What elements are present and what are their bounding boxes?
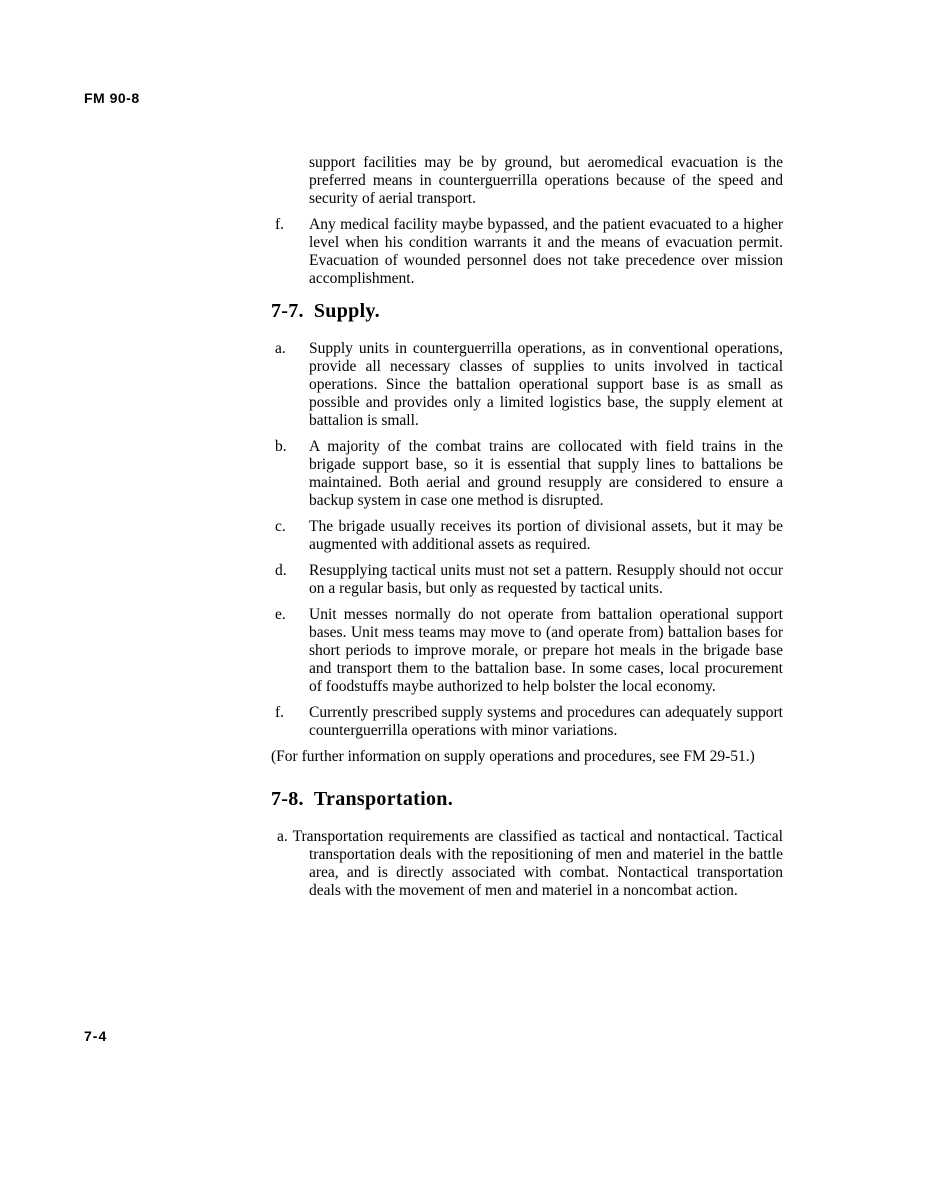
supply-item-c bbox=[271, 518, 783, 554]
reference-note: (For further information on supply operations and procedures, see FM 29-51.) bbox=[271, 748, 755, 765]
supply-item-f bbox=[271, 704, 783, 740]
item-label: b. bbox=[275, 438, 287, 455]
item-label: e. bbox=[275, 606, 286, 623]
item-text: Supply units in counterguerrilla operations, as in conventional operations, provide all necessary classes of supplies to units involved in tactical operations. Since the battalion operational support base is as small as possible and provides only a limited logistics base, the supply element at battalion is small. bbox=[309, 340, 783, 429]
document-header: FM 90-8 bbox=[84, 90, 140, 106]
item-text: The brigade usually receives its portion of divisional assets, but it may be augmented with additional assets as required. bbox=[309, 518, 783, 553]
item-text: A majority of the combat trains are collocated with field trains in the brigade support base, so it is essential that supply lines to battalions be maintained. Both aerial and ground resupply are considered to ensure a backup system in case one method is disrupted. bbox=[309, 438, 783, 509]
section-title: Transportation. bbox=[313, 788, 454, 810]
item-text: Unit messes normally do not operate from battalion operational support bases. Unit mess teams may move to (and operate from) battalion bases for short periods to improve morale, or prepare hot meals in the brigade base and transport them to the battalion base. In some cases, local procurement of foodstuffs maybe authorized to help bolster the local economy. bbox=[309, 606, 783, 695]
section-title: Supply. bbox=[313, 300, 380, 322]
item-label: d. bbox=[275, 562, 287, 579]
item-label: f. bbox=[275, 704, 285, 721]
supply-item-d bbox=[271, 562, 783, 598]
item-label: a. bbox=[275, 340, 286, 357]
item-label: c. bbox=[275, 518, 286, 535]
item-text: Any medical facility maybe bypassed, and the patient evacuated to a higher level when his condition warrants it and the means of evacuation permit. Evacuation of wounded personnel does not take precedence over mission accomplishment. bbox=[309, 216, 783, 287]
supply-item-e bbox=[271, 606, 783, 696]
medical-item-f bbox=[271, 216, 783, 288]
item-text: Resupplying tactical units must not set a pattern. Resupply should not occur on a regular basis, but only as requested by tactical units. bbox=[309, 562, 783, 597]
supply-item-a bbox=[271, 340, 783, 430]
item-label: a. bbox=[277, 828, 288, 845]
section-heading-transportation bbox=[271, 790, 783, 808]
continued-paragraph: support facilities may be by ground, but aeromedical evacuation is the preferred means in counterguerrilla operations because of the speed and security of aerial transport. bbox=[309, 154, 783, 207]
supply-item-b bbox=[271, 438, 783, 510]
page-number: 7-4 bbox=[84, 1028, 108, 1044]
page-body bbox=[271, 154, 783, 900]
section-number: 7-7. bbox=[271, 300, 304, 322]
item-label: f. bbox=[275, 216, 285, 233]
item-text: Currently prescribed supply systems and procedures can adequately support counterguerrilla operations with minor variations. bbox=[309, 704, 783, 739]
transport-item-a bbox=[271, 828, 783, 900]
section-heading-supply bbox=[271, 302, 783, 320]
item-text: Transportation requirements are classified as tactical and nontactical. Tactical transportation deals with the repositioning of men and materiel in the battle area, and is directly associated with combat. Nontactical transportation deals with the movement of men and materiel in a noncombat action. bbox=[292, 828, 783, 899]
section-number: 7-8. bbox=[271, 788, 304, 810]
